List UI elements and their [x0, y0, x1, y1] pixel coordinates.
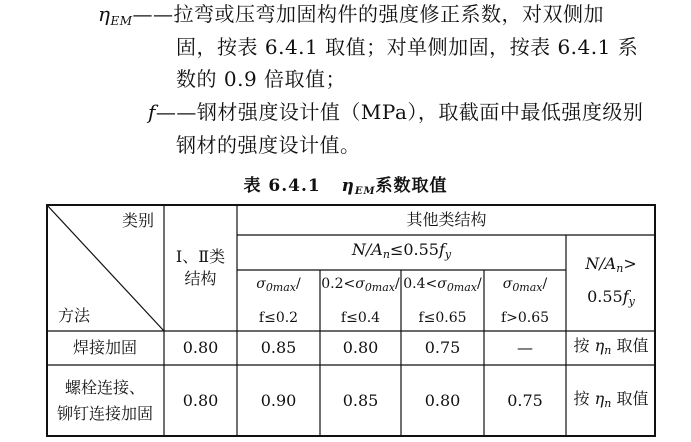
- row-bolt-rivet-method: 螺栓连接、 铆钉连接加固: [56, 378, 153, 423]
- definition-f-line-1: f——钢材强度设计值（MPa），取截面中最低强度级别: [148, 100, 644, 124]
- row-bolt-rivet-value-0-4-0-65: 0.80: [424, 391, 461, 410]
- row-bolt-rivet-value-class-1-2: 0.80: [182, 391, 219, 410]
- row-bolt-rivet-value-ratio-gt: 按 ηn 取值: [573, 388, 649, 410]
- header-ratio-gt: N/An> 0.55fy: [585, 254, 637, 308]
- row-welding-value-0-2-0-4: 0.80: [342, 338, 379, 357]
- table-caption: 表 6.4.1 ηEM系数取值: [243, 176, 448, 197]
- row-welding-value-gt-0-65: —: [517, 338, 533, 357]
- header-other-structures: 其他类结构: [406, 209, 487, 229]
- subheader-sigma-0-4-to-0-65: $0.4<\sigma_{0max}/$ f≤0.65: [403, 275, 482, 326]
- row-welding-value-le-0-2: 0.85: [260, 338, 297, 357]
- header-ratio-le: N/An≤0.55fy: [351, 240, 452, 261]
- row-welding-value-ratio-gt: 按 ηn 取值: [573, 335, 649, 357]
- definition-f-line-2: 钢材的强度设计值。: [176, 133, 361, 157]
- definition-eta-em-line-3: 数的 0.9 倍取值；: [176, 67, 347, 91]
- row-bolt-rivet-value-gt-0-65: 0.75: [507, 391, 543, 410]
- row-welding-method: 焊接加固: [72, 338, 137, 357]
- row-welding-value-0-4-0-65: 0.75: [424, 338, 461, 357]
- coefficient-table: [46, 204, 656, 437]
- row-welding-value-class-1-2: 0.80: [182, 338, 219, 357]
- definition-eta-em-line-2: 固，按表 6.4.1 取值；对单侧加固，按表 6.4.1 系: [176, 35, 639, 59]
- definition-eta-em-line-1: $\eta_{EM}——$拉弯或压弯加固构件的强度修正系数，对双侧加: [98, 2, 605, 28]
- row-bolt-rivet-value-0-2-0-4: 0.85: [342, 391, 379, 410]
- row-bolt-rivet-value-le-0-2: 0.90: [260, 391, 297, 410]
- subheader-sigma-le-0-2: $\sigma_{0max}/$ f≤0.2: [256, 275, 301, 326]
- subheader-sigma-0-2-to-0-4: $0.2<\sigma_{0max}/$ f≤0.4: [321, 275, 400, 326]
- corner-method-label: 方法: [57, 306, 90, 325]
- f-symbol: f: [148, 100, 156, 124]
- subheader-sigma-gt-0-65: $\sigma_{0max}/$ f>0.65: [500, 275, 550, 326]
- eta-em-symbol: $\eta_{EM}$: [98, 2, 133, 28]
- header-class-1-2: Ⅰ、Ⅱ类 结构: [175, 247, 226, 288]
- corner-category-label: 类别: [121, 211, 154, 230]
